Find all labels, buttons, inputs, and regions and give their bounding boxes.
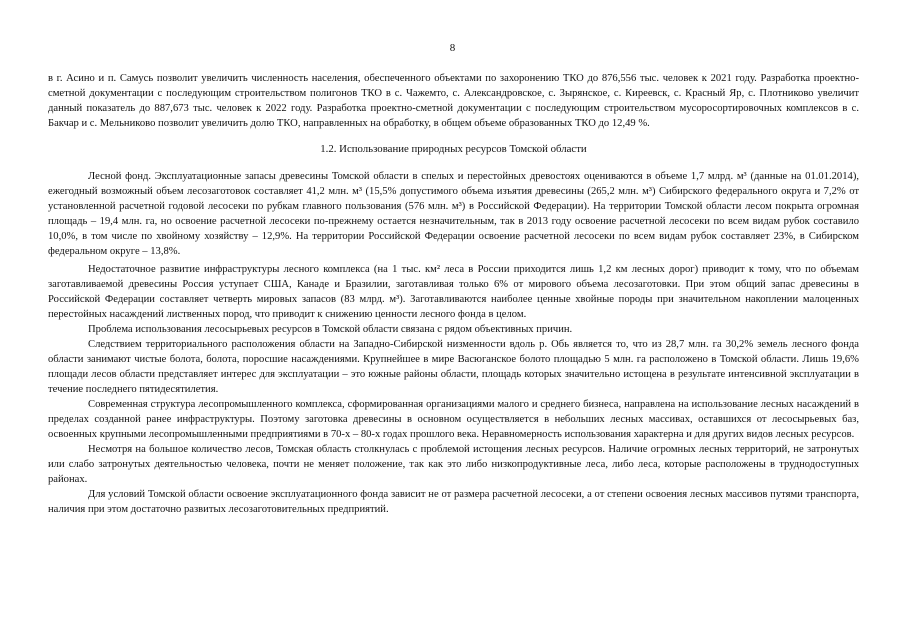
paragraph-problem: Проблема использования лесосырьевых ресурсов в Томской области связана с рядом объективных причин. [88,324,573,335]
paragraph-depletion: Несмотря на большое количество лесов, Томская область столкнулась с проблемой истощения лесных ресурсов. Наличие огромных лесных территорий, не затронутых или слабо затронутых деятельностью человека, почти не меняет положение, так как это либо низкопродуктивные леса, либо леса, которые расположены в труднодоступных районах. [48,444,859,485]
section-heading: 1.2. Использование природных ресурсов Томской области [320,143,587,155]
paragraph-continuation: в г. Асино и п. Самусь позволит увеличить численность населения, обеспеченного объектами по захоронению ТКО до 876,556 тыс. человек к 2021 году. Разработка проектно-сметной документации с последующим строительством полигонов ТКО в с. Чажемто, с. Александровское, с. Зырянское, с. Киреевск, с. Красный Яр, с. Плотниково увеличит данный показатель до 887,673 тыс. человек к 2022 году. Разработка проектно-сметной документации с последующим строительством мусоросортировочных комплексов в с. Бакчар и с. Мельниково позволит увеличить долю ТКО, направленных на обработку, в общем объеме образованных ТКО до 12,49 %. [48,73,859,129]
paragraph-conditions: Для условий Томской области освоение эксплуатационного фонда зависит не от размера расчетной лесосеки, а от степени освоения лесных массивов путями транспорта, наличия при этом достаточно развитых лесозаготовительных предприятий. [48,489,859,515]
paragraph-forest-fund: Лесной фонд. Эксплуатационные запасы древесины Томской области в спелых и перестойных древостоях оцениваются в объеме 1,7 млрд. м³ (данные на 01.01.2014), ежегодный возможный объем лесозаготовок составляет 41,2 млн. м³ (15,5% допустимого объема изъятия древесины (265,2 млн. м³) Сибирского федерального округа и 7,2% от установленной расчетной годовой лесосеки по рубкам главного пользования (576 млн. м³) в Российской Федерации). На территории Томской области лесом покрыта огромная площадь – 19,4 млн. га, но освоение расчетной лесосеки по-прежнему остается незначительным, так в 2013 году освоение расчетной лесосеки по всем видам рубок составило 10,0%, в том числе по хвойному хозяйству – 12,9%. На территории Российской Федерации освоение расчетной лесосеки по всем видам рубок составляет 23%, в Сибирском федеральном округе – 13,8%. [48,171,859,257]
paragraph-industry-structure: Современная структура лесопромышленного комплекса, сформированная организациями малого и среднего бизнеса, направлена на использование лесных насаждений в пределах созданной ранее инфраструктуры. Поэтому заготовка древесины в основном осуществляется в небольших лесных массивах, оставшихся от лесосырьевых баз, освоенных крупными лесопромышленными предприятиями в 70-х – 80-х годах прошлого века. Неравномерность использования характерна и для других видов лесных ресурсов. [48,399,859,440]
paragraph-infrastructure: Недостаточное развитие инфраструктуры лесного комплекса (на 1 тыс. км² леса в России приходится лишь 1,2 км лесных дорог) приводит к тому, что по объемам заготавливаемой древесины Россия уступает США, Канаде и Бразилии, заготавливая только 6% от мирового объема лесозаготовки. При этом общий запас древесины в Российской Федерации составляет четверть мировых запасов (83 млрд. м³). Заготавливаются наиболее ценные хвойные породы при значительном накоплении малоценных перестойных насаждений лиственных пород, что приводит к снижению ценности лесного фонда в целом. [48,264,859,320]
paragraph-territory: Следствием территориального расположения области на Западно-Сибирской низменности вдоль р. Обь является то, что из 28,7 млн. га 30,2% земель лесного фонда области занимают чистые болота, болота, поросшие насаждениями. Крупнейшее в мире Васюганское болото площадью 5 млн. га расположено в Томской области. Лишь 19,6% площади лесов области представляет интерес для эксплуатации – это южные районы области, площадь которых значительно истощена в результате интенсивной эксплуатации в течение последнего пятидесятилетия. [48,339,859,395]
document-body [48,71,859,517]
page-number: 8 [449,42,456,54]
